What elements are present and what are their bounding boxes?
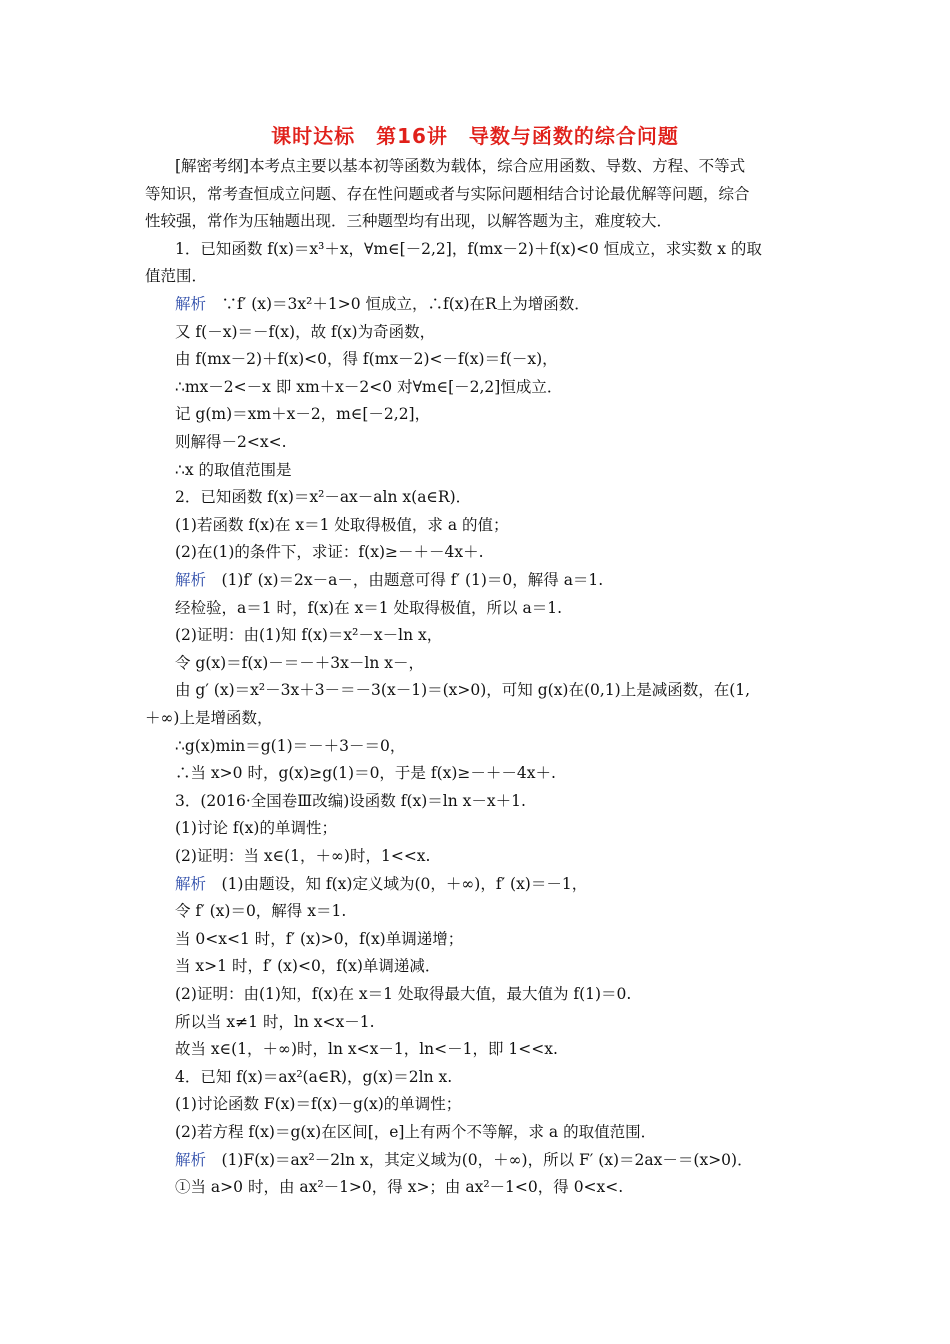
line-text: 又 f(－x)＝－f(x)，故 f(x)为奇函数， <box>175 322 436 341</box>
content-line <box>145 266 207 286</box>
intro-line: 等知识，常考查恒成立问题、存在性问题或者与实际问题相结合讨论最优解等问题，综合 <box>145 184 750 203</box>
content-line <box>175 1177 623 1197</box>
line-text: 故当 x∈(1，＋∞)时，ln x<x－1，ln<－1，即 1<<x. <box>175 1040 558 1059</box>
content-line <box>175 294 590 314</box>
line-text: 令 g(x)＝f(x)－＝－＋3x－ln x－， <box>175 653 424 672</box>
line-text: 3．(2016·全国卷Ⅲ改编)设函数 f(x)＝ln x－x＋1. <box>175 791 526 810</box>
content-line <box>175 1067 452 1087</box>
content-line <box>175 542 484 562</box>
content-line <box>175 984 631 1004</box>
analysis-tag: 解析 <box>175 874 207 893</box>
content-line <box>175 763 556 783</box>
content-line <box>175 956 440 976</box>
content-line <box>175 846 430 866</box>
content-line <box>175 432 287 452</box>
content-line <box>175 791 526 811</box>
line-text: (1)讨论函数 F(x)＝f(x)－g(x)的单调性； <box>175 1095 462 1114</box>
line-text: 当 0<x<1 时，f′ (x)>0，f(x)单调递增； <box>175 929 464 948</box>
content-line <box>175 487 471 507</box>
line-text: 由 g′ (x)＝x²－3x＋3－＝－3(x－1)＝(x>0)，可知 g(x)在(0,1)上是减函数，在(1, <box>175 681 751 700</box>
line-text: ∴当 x>0 时，g(x)≥g(1)＝0，于是 f(x)≥－＋－4x＋. <box>175 764 556 783</box>
line-text: 所以当 x≠1 时，ln x<x－1. <box>175 1012 375 1031</box>
content-line <box>175 901 346 921</box>
content-line <box>175 460 292 480</box>
content-line <box>175 377 562 397</box>
content-line <box>175 1150 753 1170</box>
intro-line: 性较强，常作为压轴题出现．三种题型均有出现，以解答题为主，难度较大． <box>145 212 673 231</box>
content-line <box>175 1094 461 1114</box>
line-text: (1)F(x)＝ax²－2ln x，其定义域为(0，＋∞)，所以 F′ (x)＝2ax－＝(x>0)． <box>206 1150 753 1169</box>
content-line <box>175 680 750 700</box>
line-text: 1．已知函数 f(x)＝x³＋x，∀m∈[－2,2]，f(mx－2)＋f(x)<0 恒成立，求实数 x 的取 <box>175 239 762 258</box>
line-text: (1)若函数 f(x)在 x＝1 处取得极值，求 a 的值； <box>175 515 509 534</box>
line-text: (2)证明：当 x∈(1，＋∞)时，1<<x. <box>175 847 431 865</box>
line-text: (1)f′ (x)＝2x－a－，由题意可得 f′ (1)＝0，解得 a＝1. <box>206 571 604 589</box>
analysis-tag: 解析 <box>175 1150 207 1169</box>
content-line <box>175 874 587 894</box>
content-line <box>175 515 509 535</box>
analysis-tag: 解析 <box>175 295 207 313</box>
line-text: (1)由题设，知 f(x)定义域为(0，＋∞)，f′ (x)＝－1， <box>206 874 588 893</box>
line-text: 当 x>1 时，f′ (x)<0，f(x)单调递减． <box>175 957 441 976</box>
line-text: (2)在(1)的条件下，求证：f(x)≥－＋－4x＋. <box>175 543 484 562</box>
content-line <box>175 653 424 673</box>
line-text: ∵f′ (x)＝3x²＋1>0 恒成立，∴f(x)在R上为增函数． <box>206 295 590 313</box>
analysis-tag: 解析 <box>175 571 207 589</box>
content-line <box>175 1012 375 1032</box>
line-text: (2)若方程 f(x)＝g(x)在区间[，e]上有两个不等解，求 a 的取值范围． <box>175 1123 657 1141</box>
content-line <box>175 818 337 838</box>
content-line <box>145 708 272 728</box>
line-text: (2)证明：由(1)知，f(x)在 x＝1 处取得最大值，最大值为 f(1)＝0. <box>175 985 632 1003</box>
line-text: 2．已知函数 f(x)＝x²－ax－aln x(a∈R)． <box>175 488 472 507</box>
line-text: ＋∞)上是增函数， <box>145 709 273 727</box>
line-text: 令 f′ (x)＝0，解得 x＝1. <box>175 902 347 921</box>
content-line <box>175 1039 558 1059</box>
line-text: 4．已知 f(x)＝ax²(a∈R)，g(x)＝2ln x. <box>175 1067 453 1086</box>
content-line <box>175 239 762 259</box>
line-text: ∴mx－2<－x 即 xm＋x－2<0 对∀m∈[－2,2]恒成立． <box>175 377 563 396</box>
content-line <box>175 736 405 756</box>
content-line <box>175 322 435 342</box>
line-text: 由 f(mx－2)＋f(x)<0，得 f(mx－2)<－f(x)＝f(－x)， <box>175 350 558 369</box>
page-title: 课时达标 第16讲 导数与函数的综合问题 <box>271 124 679 148</box>
line-text: (2)证明：由(1)知 f(x)＝x²－x－ln x， <box>175 626 443 645</box>
content-line <box>175 349 558 369</box>
line-text: 则解得－2<x<. <box>175 433 287 451</box>
content-line <box>175 625 442 645</box>
content-line <box>175 598 562 618</box>
line-text: 经检验，a＝1 时，f(x)在 x＝1 处取得极值，所以 a＝1. <box>175 598 563 617</box>
line-text: ①当 a>0 时，由 ax²－1>0，得 x>；由 ax²－1<0，得 0<x<. <box>175 1178 624 1197</box>
line-text: (1)讨论 f(x)的单调性； <box>175 819 337 838</box>
line-text: ∴g(x)min＝g(1)＝－＋3－＝0， <box>175 736 406 755</box>
line-text: ∴x 的取值范围是 <box>175 460 292 479</box>
intro-line: [解密考纲]本考点主要以基本初等函数为载体，综合应用函数、导数、方程、不等式 <box>175 157 746 175</box>
content-line <box>175 404 430 424</box>
content-line <box>175 1122 656 1142</box>
content-line <box>175 929 463 949</box>
line-text: 值范围． <box>145 267 208 286</box>
line-text: 记 g(m)＝xm＋x－2，m∈[－2,2]， <box>175 405 431 424</box>
content-line <box>175 570 603 590</box>
